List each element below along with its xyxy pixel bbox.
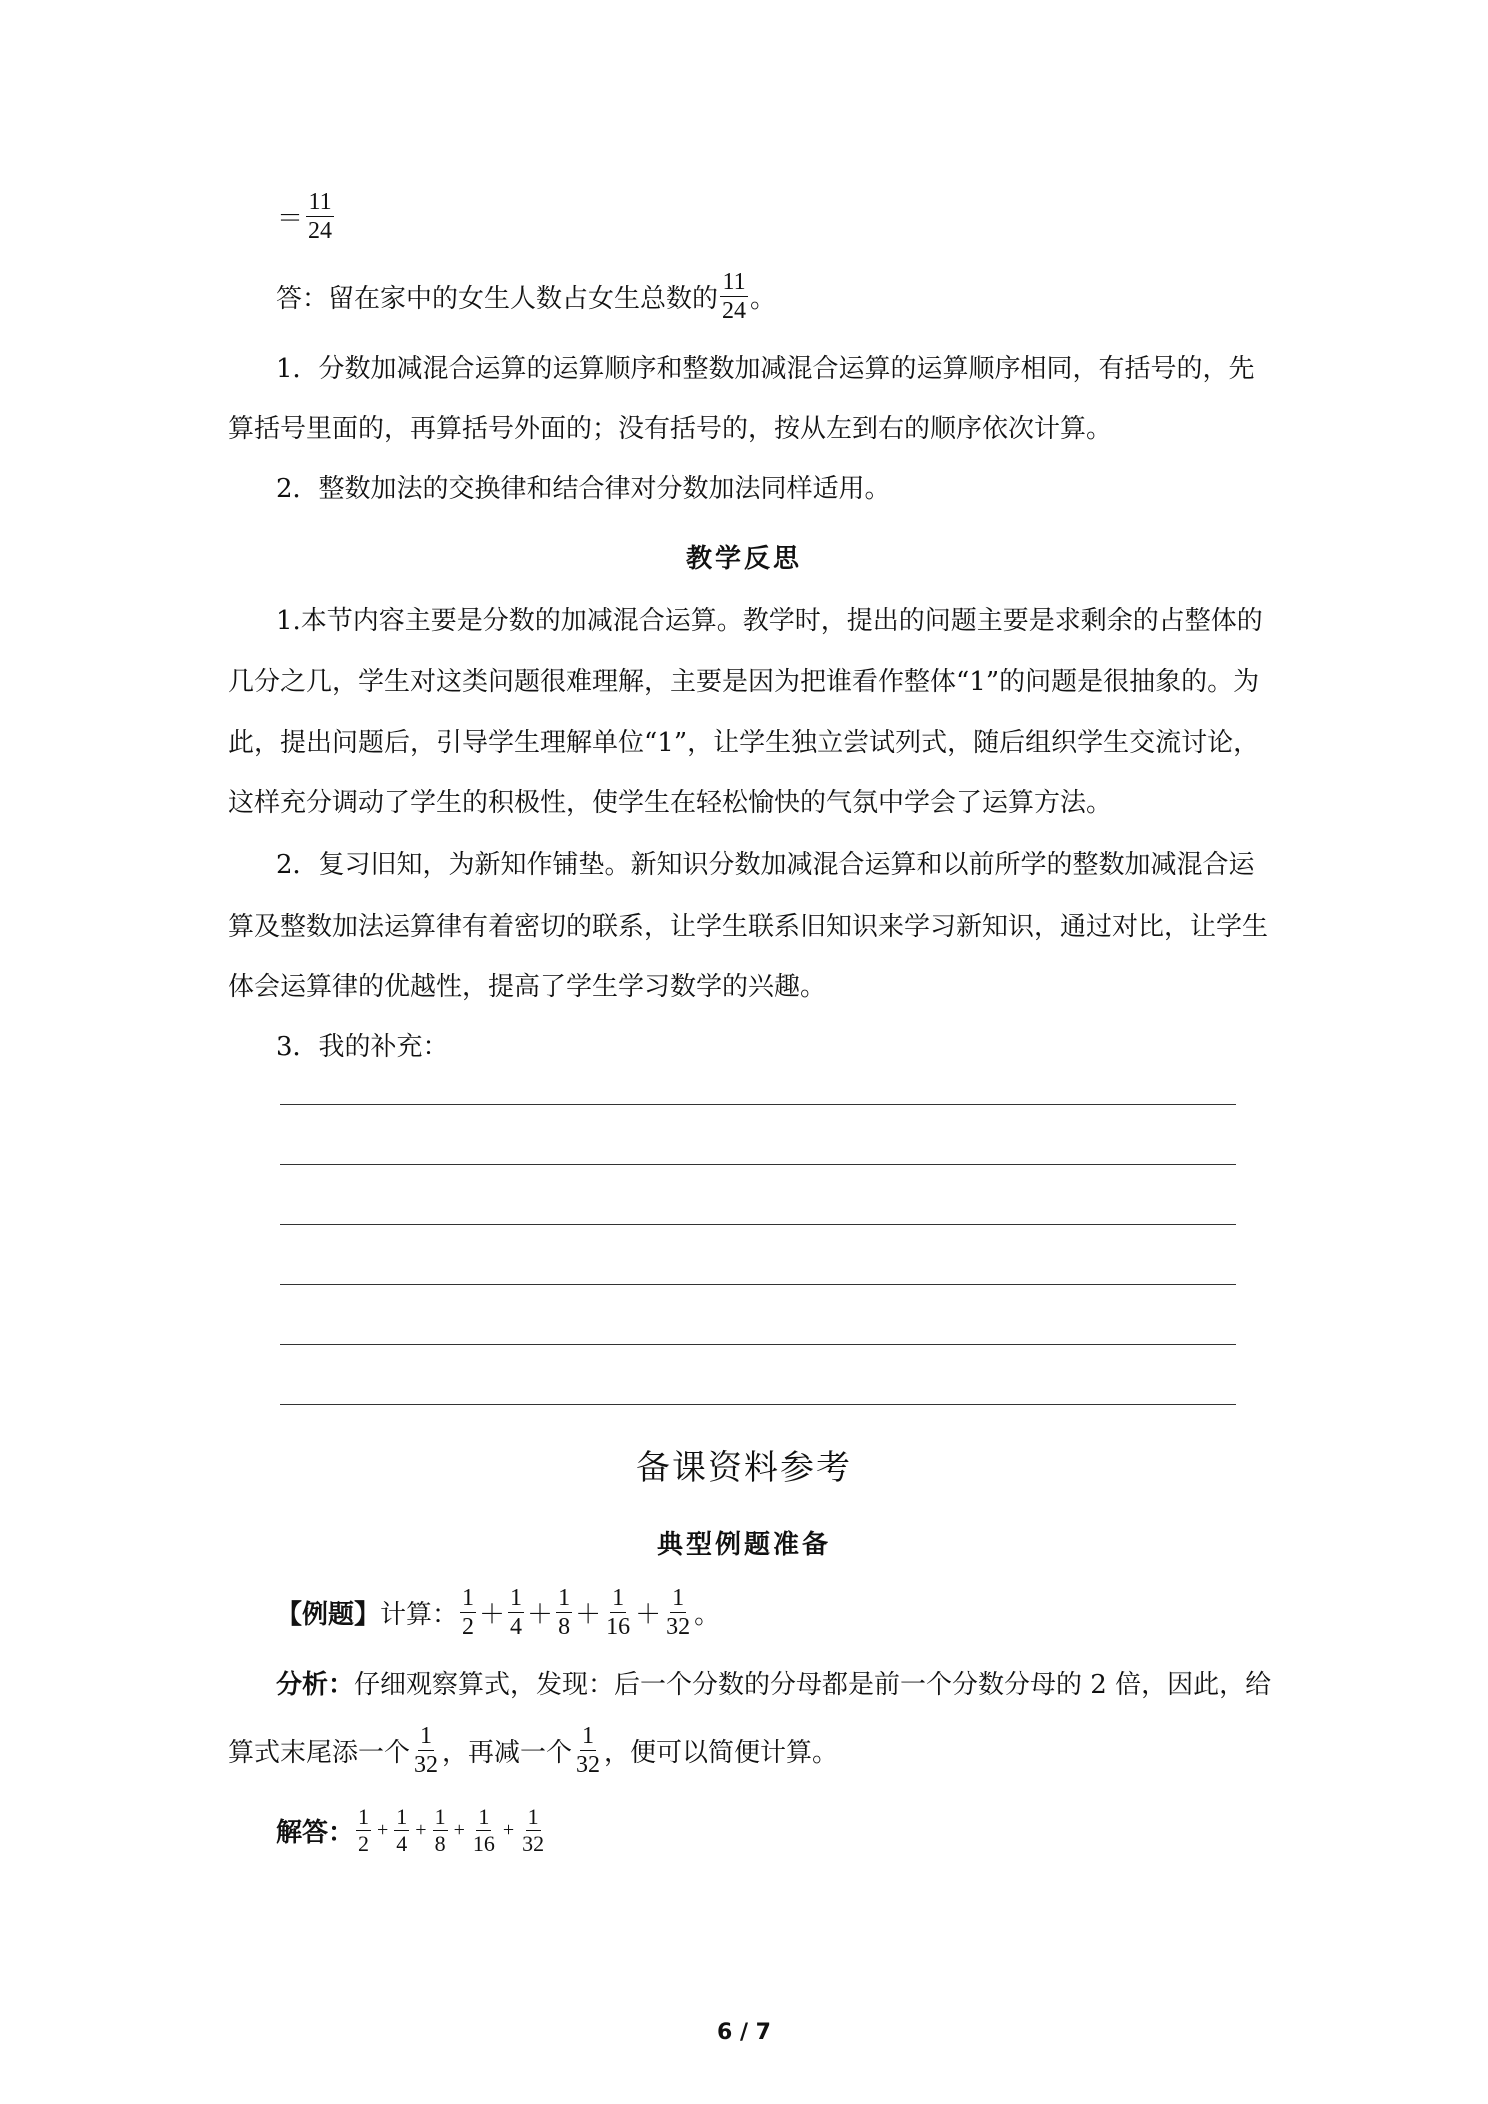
answer-period: 。	[750, 284, 777, 314]
reflection-p1-line-4: 这样充分调动了学生的积极性，使学生在轻松愉快的气氛中学会了运算方法。	[228, 788, 1113, 818]
plus-sign: ＋	[527, 1600, 554, 1629]
numerator: 1	[358, 1804, 370, 1829]
summary-item-1-line-2: 算括号里面的，再算括号外面的；没有括号的，按从左到右的顺序依次计算。	[228, 414, 1113, 444]
numerator: 1	[462, 1585, 475, 1611]
example-fraction-4	[604, 1584, 632, 1641]
plus-sign: +	[453, 1819, 465, 1841]
solution-fraction-2	[394, 1804, 409, 1857]
denominator: 24	[308, 218, 333, 244]
denominator: 2	[358, 1831, 370, 1856]
example-fraction-1	[460, 1584, 476, 1641]
analysis-line-2	[228, 1722, 838, 1779]
analysis-text-2c: ，便可以简便计算。	[604, 1738, 839, 1768]
denominator: 16	[606, 1614, 631, 1640]
solution-fraction-3	[433, 1804, 448, 1857]
answer-fraction	[720, 268, 748, 325]
numerator: 1	[478, 1804, 490, 1829]
reference-subtitle: 典型例题准备	[656, 1530, 831, 1560]
plus-sign: ＋	[575, 1600, 602, 1629]
top-result-line	[276, 188, 336, 245]
analysis-text-2a: 算式末尾添一个	[228, 1738, 411, 1768]
fill-in-line-5	[280, 1344, 1236, 1345]
summary-item-2: 2．整数加法的交换律和结合律对分数加法同样适用。	[276, 474, 891, 504]
analysis-text-1: 仔细观察算式，发现：后一个分数的分母都是前一个分数分母的 2 倍，因此，给	[354, 1670, 1272, 1700]
answer-text: 答：留在家中的女生人数占女生总数的	[276, 284, 719, 314]
analysis-label: 分析：	[276, 1670, 355, 1700]
numerator: 1	[434, 1804, 446, 1829]
reflection-p2-line-1: 2．复习旧知，为新知作铺垫。新知识分数加减混合运算和以前所学的整数加减混合运	[276, 850, 1255, 880]
numerator: 1	[510, 1585, 523, 1611]
numerator: 1	[672, 1585, 685, 1611]
denominator: 32	[522, 1831, 545, 1856]
example-label: 【例题】	[276, 1600, 381, 1630]
answer-line	[276, 268, 776, 325]
example-line	[276, 1584, 720, 1641]
plus-sign: ＋	[635, 1600, 662, 1629]
plus-sign: +	[377, 1819, 389, 1841]
denominator: 32	[666, 1614, 691, 1640]
analysis-line-1	[276, 1668, 1271, 1702]
reference-title: 备课资料参考	[636, 1448, 852, 1488]
denominator: 8	[558, 1614, 571, 1640]
numerator: 11	[722, 269, 746, 295]
reflection-heading: 教学反思	[685, 544, 802, 574]
plus-sign: +	[502, 1819, 515, 1841]
reflection-p1-line-2: 几分之几，学生对这类问题很难理解，主要是因为把谁看作整体“1”的问题是很抽象的。为	[228, 667, 1260, 697]
example-fraction-5	[664, 1584, 692, 1641]
denominator: 32	[576, 1752, 601, 1778]
denominator: 8	[434, 1831, 446, 1856]
denominator: 32	[414, 1752, 439, 1778]
numerator: 11	[308, 189, 332, 215]
fill-in-line-4	[280, 1284, 1236, 1285]
analysis-fraction-2	[574, 1722, 602, 1779]
numerator: 1	[558, 1585, 571, 1611]
solution-fraction-5	[520, 1804, 546, 1857]
equals-sign: ＝	[277, 204, 304, 233]
numerator: 1	[396, 1804, 408, 1829]
solution-fraction-4	[471, 1804, 497, 1857]
numerator: 1	[582, 1723, 595, 1749]
denominator: 16	[472, 1831, 495, 1856]
example-fraction-3	[556, 1584, 572, 1641]
example-prefix: 计算：	[380, 1600, 459, 1630]
numerator: 1	[612, 1585, 625, 1611]
numerator: 1	[420, 1723, 433, 1749]
reflection-p1-line-3: 此，提出问题后，引导学生理解单位“1”，让学生独立尝试列式，随后组织学生交流讨论，	[228, 728, 1260, 758]
plus-sign: +	[415, 1819, 427, 1841]
summary-item-1-line-1: 1．分数加减混合运算的运算顺序和整数加减混合运算的运算顺序相同，有括号的，先	[276, 354, 1255, 384]
fill-in-line-1	[280, 1104, 1236, 1105]
solution-fraction-1	[356, 1804, 371, 1857]
fill-in-line-3	[280, 1224, 1236, 1225]
reflection-p3: 3．我的补充：	[276, 1032, 449, 1062]
fraction-11-24	[306, 188, 334, 245]
page-number: 6 / 7	[717, 2020, 771, 2045]
fill-in-line-2	[280, 1164, 1236, 1165]
solution-label: 解答：	[276, 1818, 355, 1848]
numerator: 1	[527, 1804, 539, 1829]
denominator: 24	[722, 298, 747, 324]
example-fraction-2	[508, 1584, 524, 1641]
plus-sign: ＋	[479, 1600, 506, 1629]
denominator: 4	[396, 1831, 408, 1856]
reflection-p2-line-2: 算及整数加法运算律有着密切的联系，让学生联系旧知识来学习新知识，通过对比，让学生	[228, 912, 1269, 942]
denominator: 2	[462, 1614, 475, 1640]
analysis-fraction-1	[412, 1722, 440, 1779]
analysis-text-2b: ，再减一个	[442, 1738, 573, 1768]
reflection-p2-line-3: 体会运算律的优越性，提高了学生学习数学的兴趣。	[228, 972, 827, 1002]
fill-in-line-6	[280, 1404, 1236, 1405]
example-period: 。	[694, 1600, 721, 1630]
denominator: 4	[510, 1614, 523, 1640]
reflection-p1-line-1: 1.本节内容主要是分数的加减混合运算。教学时，提出的问题主要是求剩余的占整体的	[276, 606, 1263, 636]
solution-line	[276, 1804, 548, 1857]
